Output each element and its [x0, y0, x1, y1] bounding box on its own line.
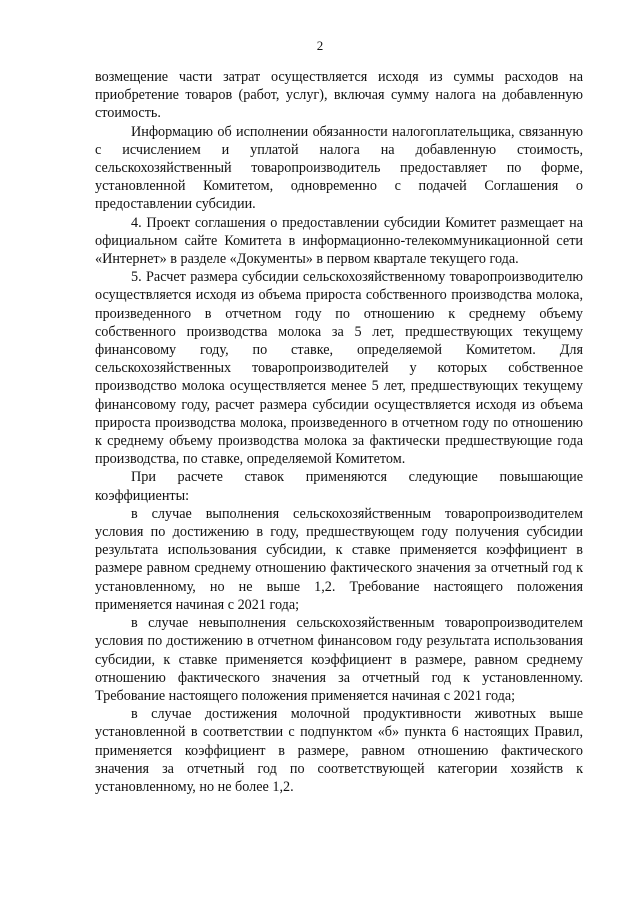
- paragraph-coefficient-fulfilled: в случае выполнения сельскохозяйственным товаропроизводителем условия по достижению в году, предшествующем году получения субсидии результата использования субсидии, к ставке применяется коэффициент в размере равном среднему отношению фактического значения за отчетный год к установленному, но не выше 1,2. Требование настоящего положения применяется начиная с 2021 года;: [95, 505, 583, 613]
- document-body: [95, 68, 583, 796]
- page-number: 2: [316, 38, 324, 53]
- paragraph-item-5: 5. Расчет размера субсидии сельскохозяйственному товаропроизводителю осуществляется исходя из объема прироста собственного производства молока, произведенного в отчетном году по отношению к среднему объему собственного производства молока за 5 лет, предшествующих текущему финансовому году, по ставке, определяемой Комитетом. Для сельскохозяйственных товаропроизводителей у которых собственное производство молока осуществляется менее 5 лет, предшествующих текущему финансовому году, расчет размера субсидии осуществляется исходя из объема прироста производства молока, произведенного в отчетном году по отношению к среднему объему производства молока за фактически предшествующие года производства, по ставке, определяемой Комитетом.: [95, 269, 583, 468]
- paragraph-vat-compensation: возмещение части затрат осуществляется исходя из суммы расходов на приобретение товаров (работ, услуг), включая сумму налога на добавленную стоимость.: [95, 69, 583, 122]
- paragraph-coefficients-intro: При расчете ставок применяются следующие повышающие коэффициенты:: [95, 469, 583, 504]
- paragraph-coefficient-productivity: в случае достижения молочной продуктивности животных выше установленной в соответствии с подпунктом «б» пункта 6 настоящих Правил, применяется коэффициент в размере, равном отношению фактического значения за отчетный год по соответствующей категории хозяйств к установленному, но не более 1,2.: [95, 706, 583, 795]
- paragraph-coefficient-unfulfilled: в случае невыполнения сельскохозяйственным товаропроизводителем условия по достижению в отчетном финансовом году результата использования субсидии, к ставке применяется коэффициент в размере, равном среднему отношению фактического значения за отчетный год к установленному. Требование настоящего положения применяется начиная с 2021 года;: [95, 615, 583, 704]
- paragraph-taxpayer-info: Информацию об исполнении обязанности налогоплательщика, связанную с исчислением и уплатой налога на добавленную стоимость, сельскохозяйственный товаропроизводитель предоставляет по форме, установленной Комитетом, одновременно с подачей Соглашения о предоставлении субсидии.: [95, 123, 583, 213]
- paragraph-item-4: 4. Проект соглашения о предоставлении субсидии Комитет размещает на официальном сайте Комитета в информационно-телекоммуникационной сети «Интернет» в разделе «Документы» в первом квартале текущего года.: [95, 214, 583, 268]
